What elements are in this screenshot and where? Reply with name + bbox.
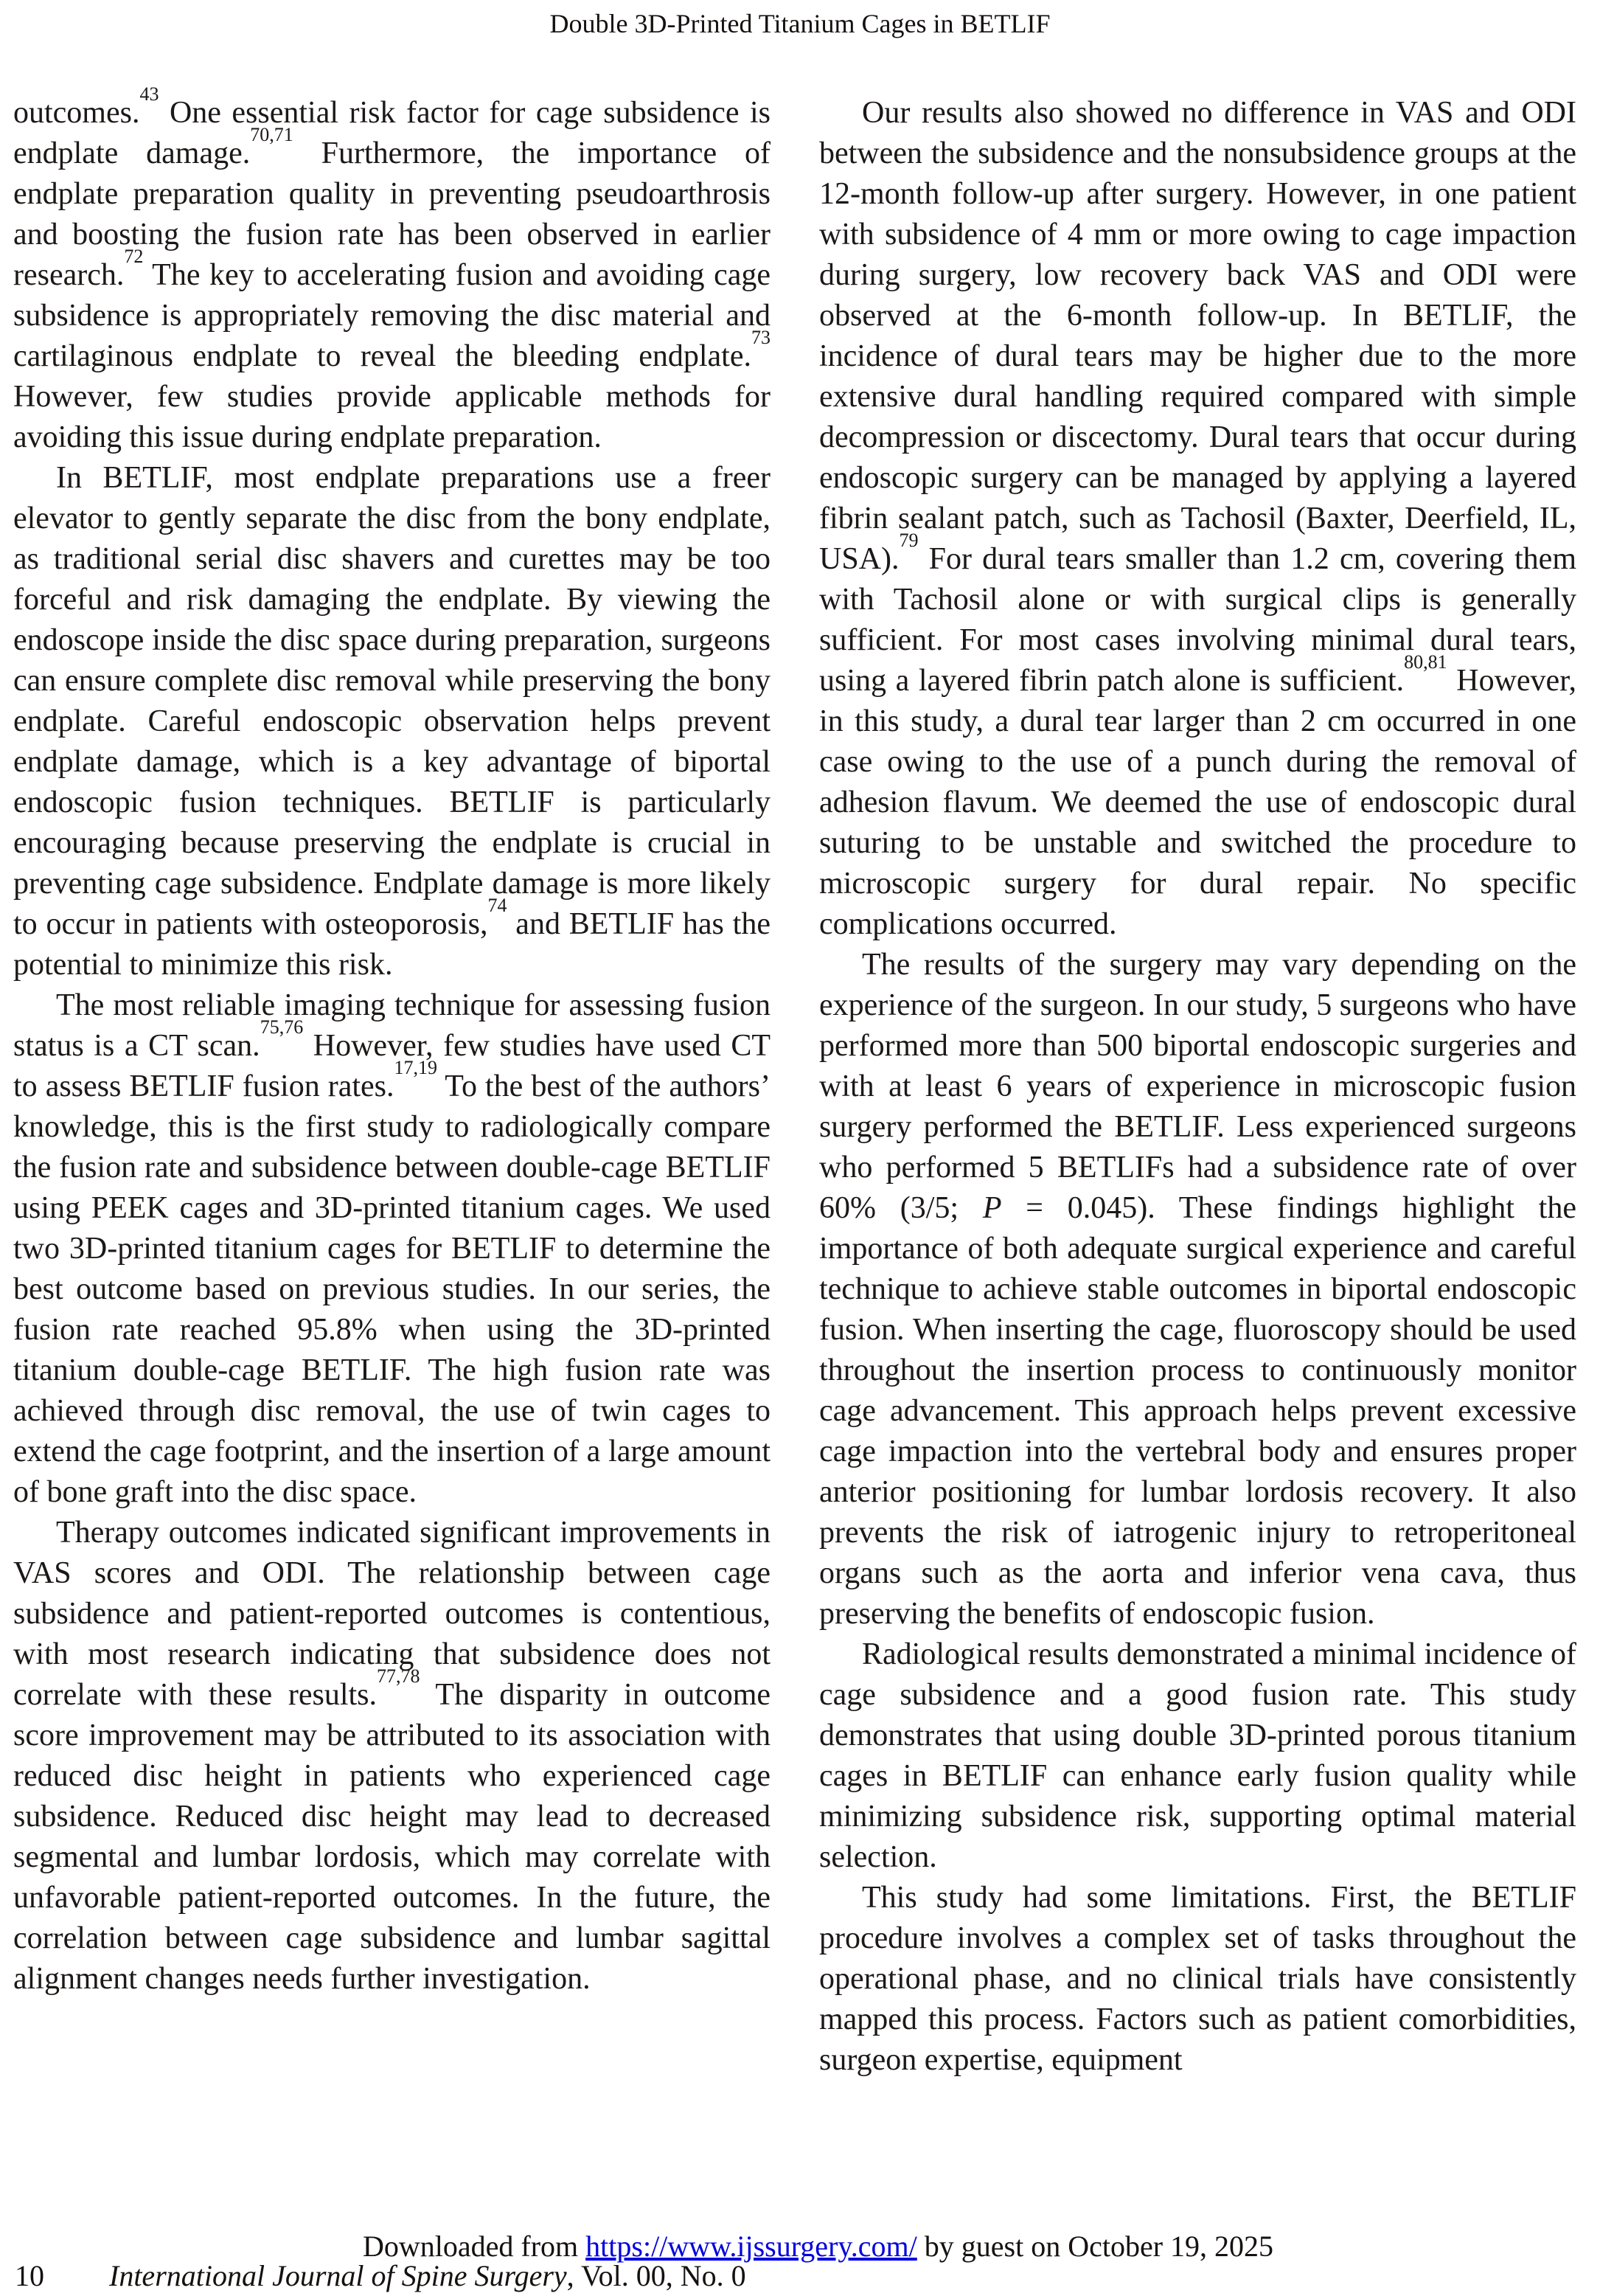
citation-superscript: 75,76 xyxy=(260,1016,304,1038)
citation-superscript: 72 xyxy=(124,246,144,267)
download-suffix: by guest on October 19, 2025 xyxy=(916,2230,1274,2263)
italic-text: P xyxy=(982,1191,1002,1225)
citation-superscript: 79 xyxy=(899,530,919,551)
running-head: Double 3D-Printed Titanium Cages in BETLIF xyxy=(549,9,1051,38)
citation-superscript: 43 xyxy=(139,83,159,105)
citation-superscript: 74 xyxy=(487,895,507,916)
journal-name xyxy=(109,2259,746,2292)
paragraph: Our results also showed no difference in VAS and ODI between the subsidence and the nonsubsidence groups at the 12-month follow-up after surgery. However, in one patient with subsidence of 4 mm or more owing to cage impaction during surgery, low recovery back VAS and ODI were observed at the 6-month follow-up. In BETLIF, the incidence of dural tears may be higher due to the more extensive dural handling required compared with simple decompression or discectomy. Dural tears that occur during endoscopic surgery can be managed by applying a layered fibrin sealant patch, such as Tachosil (Baxter, Deerfield, IL, USA).$^{79}$ For dural tears smaller than 1.2 cm, covering them with Tachosil alone or with surgical clips is generally sufficient. For most cases involving minimal dural tears, using a layered fibrin patch alone is sufficient.$^{80,81}$ However, in this study, a dural tear larger than 2 cm occurred in one case owing to the use of a punch during the removal of adhesion flavum. We deemed the use of endoscopic dural suturing to be unstable and switched the procedure to microscopic surgery for dural repair. No specific complications occurred. xyxy=(819,96,1577,941)
citation-superscript: 70,71 xyxy=(250,124,293,145)
download-prefix: Downloaded from xyxy=(363,2230,586,2263)
paragraph: outcomes.$^{43}$ One essential risk factor for cage subsidence is endplate damage.$^{70,71}$ Furthermore, the importance of endplate preparation quality in preventing pseudoarthrosis and boosting the fusion rate has been observed in earlier research.$^{72}$ The key to accelerating fusion and avoiding cage subsidence is appropriately removing the disc material and cartilaginous endplate to reveal the bleeding endplate.$^{73}$ However, few studies provide applicable methods for avoiding this issue during endplate preparation. xyxy=(13,83,771,454)
journal-volume: , Vol. 00, No. 0 xyxy=(566,2259,746,2292)
two-column-layout xyxy=(13,83,1577,2081)
text-column-left xyxy=(13,83,771,2081)
journal-name-italic: International Journal of Spine Surgery xyxy=(109,2259,567,2292)
page-number: 10 xyxy=(15,2259,44,2292)
text-column-right xyxy=(819,93,1576,2081)
paragraph: The results of the surgery may vary depending on the experience of the surgeon. In our study, 5 surgeons who have performed more than 500 biportal endoscopic surgeries and with at least 6 years of experience in microscopic fusion surgery performed the BETLIF. Less experienced surgeons who performed 5 BETLIFs had a subsidence rate of over 60% (3/5; P = 0.045). These findings highlight the importance of both adequate surgical experience and careful technique to achieve stable outcomes in biportal endoscopic fusion. When inserting the cage, fluoroscopy should be used throughout the insertion process to continuously monitor cage advancement. This approach helps prevent excessive cage impaction into the vertebral body and ensures proper anterior positioning for lumbar lordosis recovery. It also prevents the risk of iatrogenic injury to retroperitoneal organs such as the aorta and inferior vena cava, thus preserving the benefits of endoscopic fusion. xyxy=(819,948,1576,1631)
paragraph: This study had some limitations. First, the BETLIF procedure involves a complex set of tasks throughout the operational phase, and no clinical trials have consistently mapped this process. Factors such as patient comorbidities, surgeon expertise, equipment xyxy=(819,1881,1576,2077)
footer-citation xyxy=(15,2258,746,2294)
paragraph: Radiological results demonstrated a minimal incidence of cage subsidence and a good fusion rate. This study demonstrates that using double 3D-printed porous titanium cages in BETLIF can enhance early fusion quality while minimizing subsidence risk, supporting optimal material selection. xyxy=(819,1637,1576,1874)
citation-superscript: 80,81 xyxy=(1404,651,1447,673)
journal-url-link[interactable]: https://www.ijssurgery.com/ xyxy=(585,2230,917,2263)
paragraph: The most reliable imaging technique for assessing fusion status is a CT scan.$^{75,76}$ However, few studies have used CT to assess BETLIF fusion rates.$^{17,19}$ To the best of the authors’ knowledge, this is the first study to radiologically compare the fusion rate and subsidence between double-cage BETLIF using PEEK cages and 3D-printed titanium cages. We used two 3D-printed titanium cages for BETLIF to determine the best outcome based on previous studies. In our series, the fusion rate reached 95.8% when using the 3D-printed titanium double-cage BETLIF. The high fusion rate was achieved through disc removal, the use of twin cages to extend the cage footprint, and the insertion of a large amount of bone graft into the disc space. xyxy=(13,988,771,1509)
paragraph: Therapy outcomes indicated significant improvements in VAS scores and ODI. The relationship between cage subsidence and patient-reported outcomes is contentious, with most research indicating that subsidence does not correlate with these results.$^{77,78}$ The disparity in outcome score improvement may be attributed to its association with reduced disc height in patients who experienced cage subsidence. Reduced disc height may lead to decreased segmental and lumbar lordosis, which may correlate with unfavorable patient-reported outcomes. In the future, the correlation between cage subsidence and lumbar sagittal alignment changes needs further investigation. xyxy=(13,1516,771,1996)
citation-superscript: 73 xyxy=(751,327,771,348)
citation-superscript: 77,78 xyxy=(377,1665,420,1687)
paragraph: In BETLIF, most endplate preparations use a freer elevator to gently separate the disc from the bony endplate, as traditional serial disc shavers and curettes may be too forceful and risk damaging the endplate. By viewing the endoscope inside the disc space during preparation, surgeons can ensure complete disc removal while preserving the bony endplate. Careful endoscopic observation helps prevent endplate damage, which is a key advantage of biportal endoscopic fusion techniques. BETLIF is particularly encouraging because preserving the endplate is crucial in preventing cage subsidence. Endplate damage is more likely to occur in patients with osteoporosis,$^{74}$ and BETLIF has the potential to minimize this risk. xyxy=(13,461,771,982)
citation-superscript: 17,19 xyxy=(394,1057,438,1078)
